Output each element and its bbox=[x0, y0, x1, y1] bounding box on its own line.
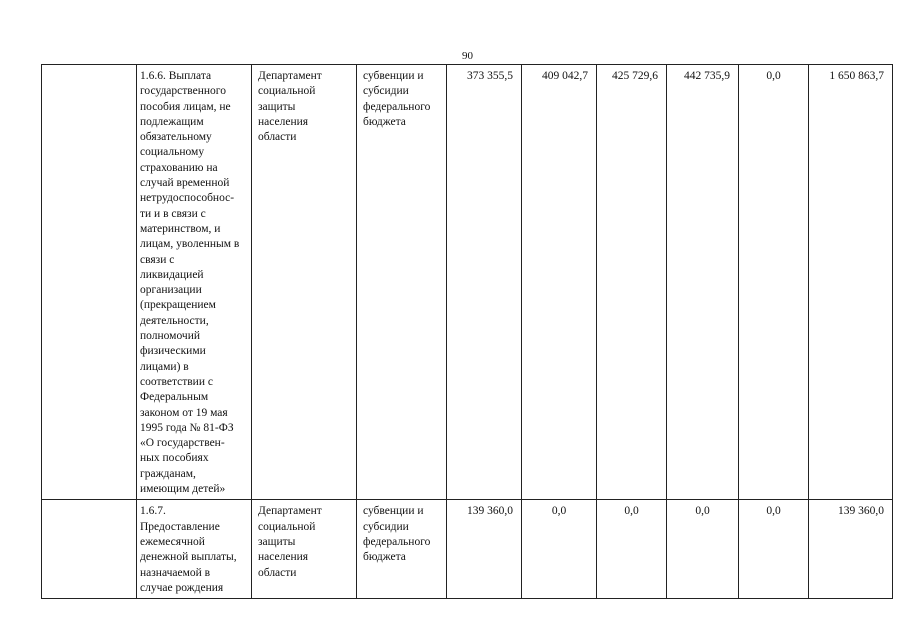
text-line: соответствии с bbox=[140, 375, 213, 388]
text-line: социальному bbox=[140, 146, 205, 159]
text-line: области bbox=[258, 566, 297, 579]
text-line: 1.6.7. bbox=[140, 505, 166, 518]
text-line: гражданам, bbox=[140, 467, 196, 480]
text-line: ти и в связи с bbox=[140, 207, 206, 220]
value-cell-year-4: 0,0 bbox=[667, 500, 739, 599]
text-line: субвенции и bbox=[363, 70, 424, 82]
text-line: ежемесячной bbox=[140, 535, 205, 548]
text-line: бюджета bbox=[363, 115, 406, 128]
text-line: Предоставление bbox=[140, 520, 220, 533]
value-cell-year-2: 409 042,7 bbox=[522, 65, 597, 500]
budget-table bbox=[41, 64, 893, 599]
text-line: субсидии bbox=[363, 520, 409, 533]
text-line: субвенции и bbox=[363, 505, 424, 518]
executor-cell bbox=[252, 65, 357, 500]
value-cell-year-4: 442 735,9 bbox=[667, 65, 739, 500]
table-row bbox=[42, 500, 893, 599]
value-cell-total: 139 360,0 bbox=[809, 500, 893, 599]
text-line: государственного bbox=[140, 85, 226, 98]
text-line: организации bbox=[140, 284, 202, 297]
text-line: Департамент bbox=[258, 505, 322, 518]
text-line: назначаемой в bbox=[140, 566, 211, 579]
text-line: обязательному bbox=[140, 131, 212, 144]
text-line: связи с bbox=[140, 253, 175, 266]
text-line: нетрудоспособнос- bbox=[140, 192, 235, 205]
executor-cell bbox=[252, 500, 357, 599]
empty-cell bbox=[42, 500, 137, 599]
funding-source-cell bbox=[357, 500, 447, 599]
text-line: ных пособиях bbox=[140, 452, 209, 465]
text-line: материнством, и bbox=[140, 222, 221, 235]
text-line: социальной bbox=[258, 85, 316, 98]
text-line: (прекращением bbox=[140, 299, 216, 312]
text-line: ликвидацией bbox=[140, 268, 204, 281]
text-line: субсидии bbox=[363, 85, 409, 98]
text-line: защиты bbox=[258, 100, 296, 113]
text-line: денежной выплаты, bbox=[140, 551, 237, 564]
text-line: пособия лицам, не bbox=[140, 100, 231, 113]
value-cell-year-3: 425 729,6 bbox=[597, 65, 667, 500]
value-cell-year-5: 0,0 bbox=[739, 500, 809, 599]
text-line: случае рождения bbox=[140, 581, 224, 594]
text-line: имеющим детей» bbox=[140, 483, 226, 496]
value-cell-year-2: 0,0 bbox=[522, 500, 597, 599]
text-line: бюджета bbox=[363, 551, 406, 564]
text-line: федерального bbox=[363, 100, 431, 113]
page-number: 90 bbox=[462, 50, 473, 62]
value-cell-year-1: 139 360,0 bbox=[447, 500, 522, 599]
text-line: населения bbox=[258, 551, 309, 564]
measure-name-cell bbox=[137, 500, 252, 599]
text-line: подлежащим bbox=[140, 115, 204, 128]
value-cell-year-1: 373 355,5 bbox=[447, 65, 522, 500]
text-line: Федеральным bbox=[140, 391, 209, 404]
empty-cell bbox=[42, 65, 137, 500]
measure-name-cell bbox=[137, 65, 252, 500]
text-line: 1995 года № 81-ФЗ bbox=[140, 421, 234, 434]
text-line: страхованию на bbox=[140, 161, 218, 174]
value-cell-year-5: 0,0 bbox=[739, 65, 809, 500]
text-line: Департамент bbox=[258, 70, 322, 82]
text-line: лицам, уволенным в bbox=[140, 238, 240, 251]
text-line: физическими bbox=[140, 345, 206, 358]
text-line: «О государствен- bbox=[140, 437, 225, 450]
value-cell-total: 1 650 863,7 bbox=[809, 65, 893, 500]
table-row bbox=[42, 65, 893, 500]
text-line: федерального bbox=[363, 535, 431, 548]
text-line: законом от 19 мая bbox=[140, 406, 228, 419]
text-line: полномочий bbox=[140, 330, 200, 343]
value-cell-year-3: 0,0 bbox=[597, 500, 667, 599]
text-line: случай временной bbox=[140, 177, 230, 190]
text-line: лицами) в bbox=[140, 360, 189, 373]
funding-source-cell bbox=[357, 65, 447, 500]
text-line: деятельности, bbox=[140, 314, 209, 327]
text-line: 1.6.6. Выплата bbox=[140, 70, 212, 82]
text-line: социальной bbox=[258, 520, 316, 533]
text-line: защиты bbox=[258, 535, 296, 548]
text-line: области bbox=[258, 131, 297, 144]
text-line: населения bbox=[258, 115, 309, 128]
